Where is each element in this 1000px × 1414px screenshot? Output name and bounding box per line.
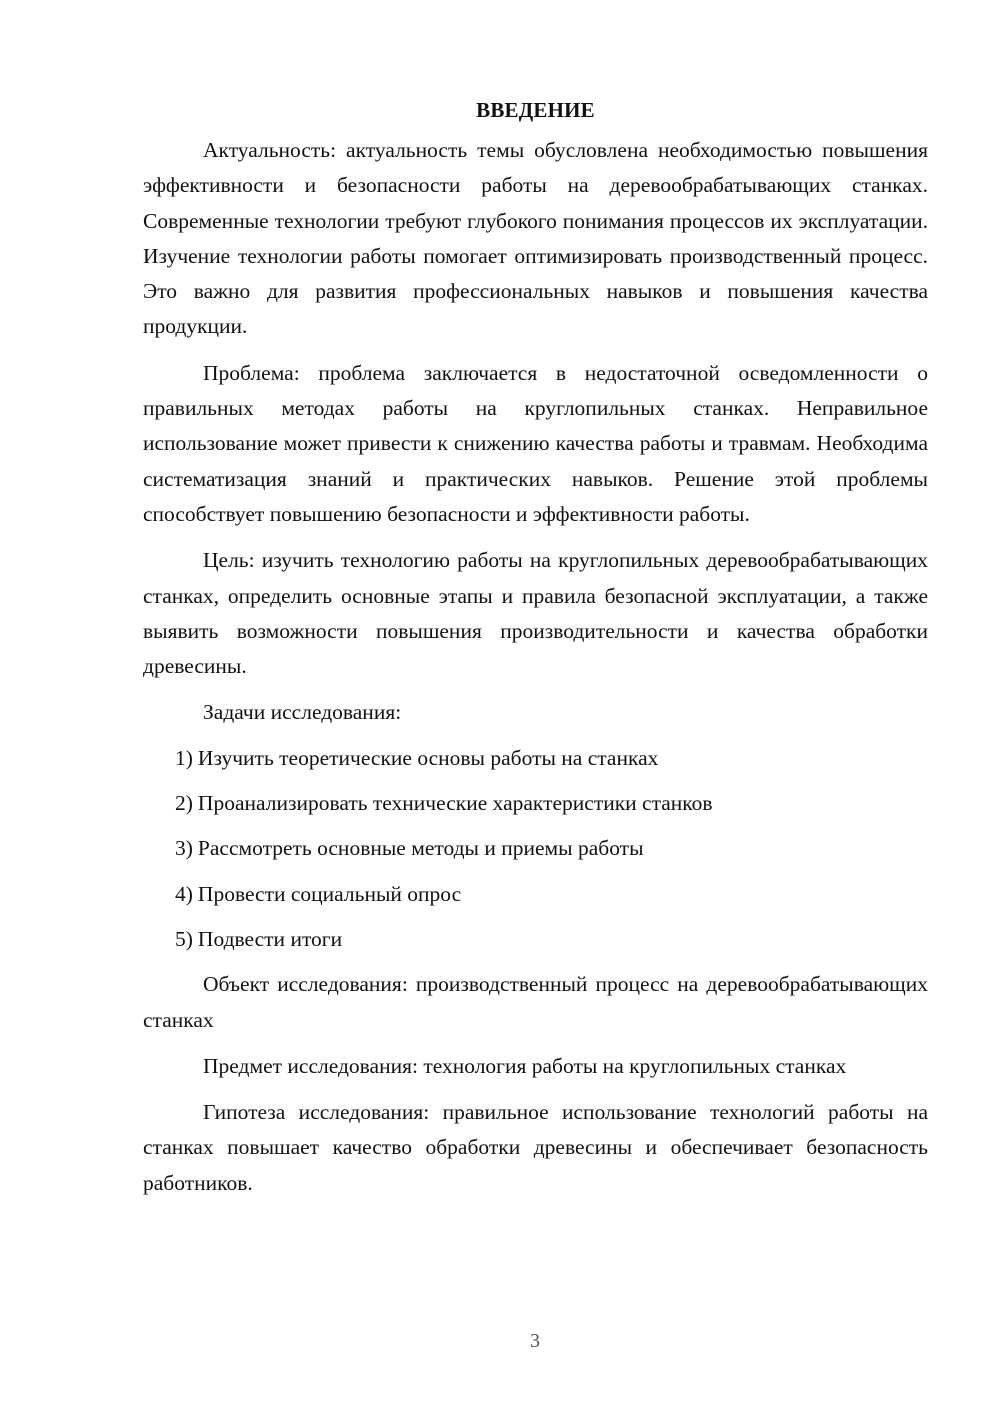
page-number: 3 [530, 1330, 540, 1352]
goal-paragraph: Цель: изучить технологию работы на круглопильных деревообрабатывающих станках, определить основные этапы и правила безопасной эксплуатации, а также выявить возможности повышения производительности и качества обработки древесины. [143, 548, 928, 679]
hypothesis-paragraph: Гипотеза исследования: правильное использование технологий работы на станках повышает качество обработки древесины и обеспечивает безопасность работников. [143, 1100, 928, 1195]
task-number: 1) [175, 745, 193, 770]
task-item [143, 831, 928, 866]
task-number: 2) [175, 791, 193, 816]
task-number: 4) [175, 881, 193, 906]
task-item [143, 786, 928, 821]
task-text: Рассмотреть основные методы и приемы работы [197, 836, 644, 861]
task-number: 5) [175, 926, 193, 951]
object-paragraph: Объект исследования: производственный процесс на деревообрабатывающих станках [143, 972, 928, 1032]
section-title: ВВЕДЕНИЕ [476, 98, 595, 122]
task-text: Подвести итоги [197, 926, 343, 951]
relevance-paragraph: Актуальность: актуальность темы обусловлена необходимостью повышения эффективности и безопасности работы на деревообрабатывающих станках. Современные технологии требуют глубокого понимания процессов их эксплуатации. Изучение технологии работы помогает оптимизировать производственный процесс. Это важно для развития профессиональных навыков и повышения качества продукции. [143, 138, 928, 339]
document-body [143, 93, 928, 1212]
task-item [143, 877, 928, 912]
task-text: Проанализировать технические характеристики станков [197, 791, 713, 816]
task-number: 3) [175, 836, 193, 861]
task-text: Изучить теоретические основы работы на станках [197, 745, 659, 770]
task-item [143, 741, 928, 776]
problem-paragraph: Проблема: проблема заключается в недостаточной осведомленности о правильных методах работы на круглопильных станках. Неправильное использование может привести к снижению качества работы и травмам. Необходима систематизация знаний и практических навыков. Решение этой проблемы способствует повышению безопасности и эффективности работы. [143, 360, 928, 526]
task-text: Провести социальный опрос [197, 881, 462, 906]
tasks-label: Задачи исследования: [203, 700, 402, 725]
task-item [143, 922, 928, 957]
subject-paragraph: Предмет исследования: технология работы на круглопильных станках [203, 1053, 847, 1078]
